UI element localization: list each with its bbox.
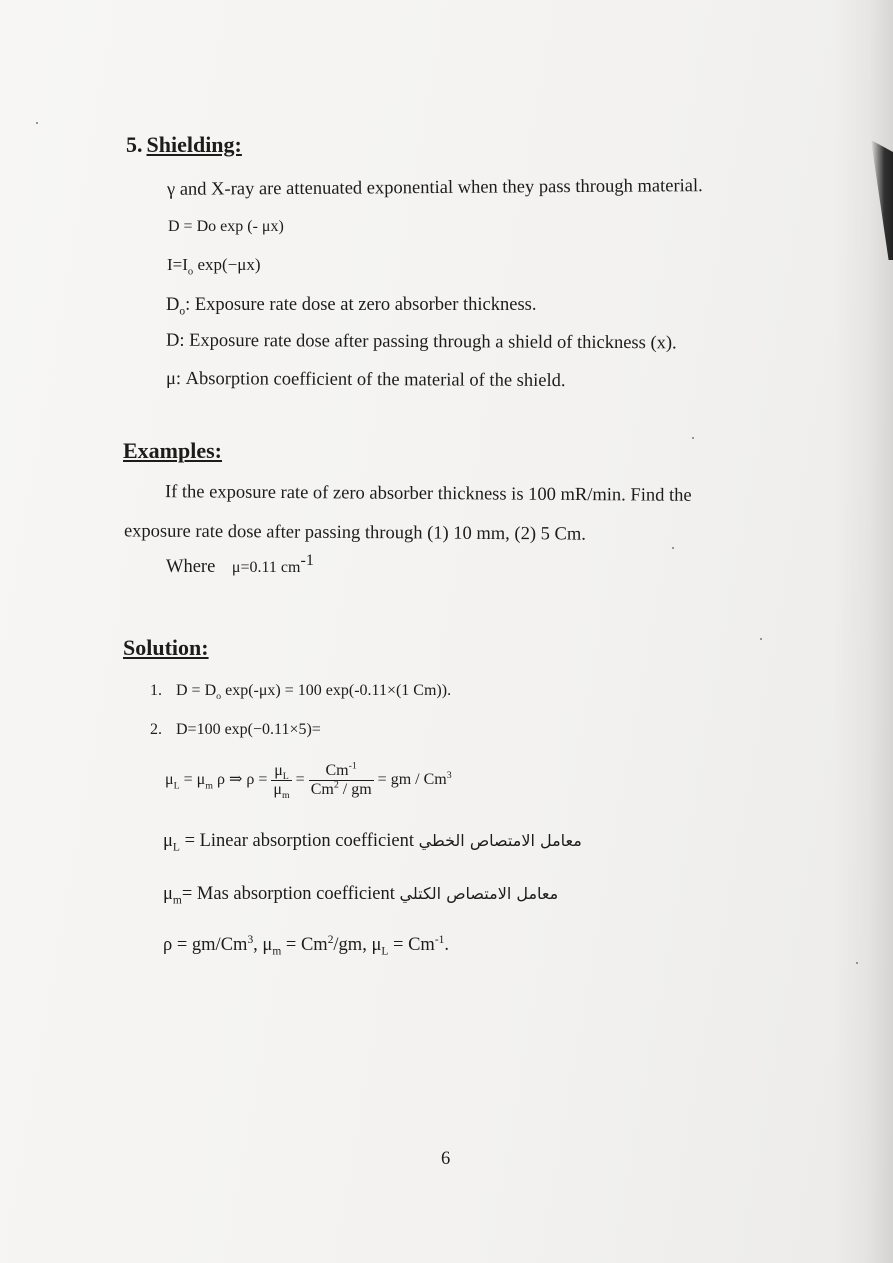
step-1-rhs: exp(-μx) = 100 exp(-0.11×(1 Cm)).	[221, 682, 452, 699]
section-heading	[126, 132, 242, 158]
page-number: 6	[441, 1149, 451, 1169]
step-2-number: 2.	[150, 721, 162, 738]
units-cm2-sup: 2	[327, 933, 334, 946]
eq-intensity-sub: o	[187, 266, 194, 278]
mass-coefficient-definition	[163, 884, 558, 905]
solution-step-2	[150, 721, 321, 739]
equation-dose: D = Do exp (- μx)	[168, 218, 284, 235]
fraction-units-denominator	[309, 780, 374, 799]
frac1-num: μ	[274, 762, 283, 779]
section-number: 5.	[126, 132, 143, 157]
step-2-equation: D=100 exp(−0.11×5)=	[176, 721, 321, 738]
rel-mu: μ	[165, 771, 174, 789]
def-do-sub: o	[179, 305, 186, 318]
fraction-mu-numerator	[271, 762, 291, 783]
linear-mu-sub: L	[172, 841, 180, 854]
units-cm-inv-sup: -1	[434, 933, 445, 946]
scan-speck	[672, 547, 674, 549]
frac2-den-sup: 2	[333, 779, 339, 791]
frac1-num-sub: L	[282, 771, 289, 783]
linear-mu: μ	[163, 831, 173, 851]
units-mu-l-sub: L	[381, 945, 389, 958]
scan-speck	[856, 962, 858, 964]
fraction-units	[309, 762, 374, 799]
equation-intensity	[167, 255, 261, 278]
frac1-den: μ	[273, 781, 282, 798]
frac2-den: Cm	[310, 781, 334, 798]
eq-intensity-rhs: exp(−μx)	[193, 255, 261, 274]
units-rho: ρ = gm/Cm	[163, 935, 248, 955]
solution-step-1	[150, 682, 452, 703]
step-1-sub: o	[216, 691, 222, 703]
definition-d: D: Exposure rate dose after passing through a shield of thickness (x).	[165, 330, 677, 354]
definition-do	[166, 295, 536, 316]
step-1-number: 1.	[150, 682, 162, 699]
units-period: .	[444, 935, 449, 955]
linear-text: = Linear absorption coefficient	[179, 831, 419, 851]
scan-speck	[692, 437, 694, 439]
def-do-text: : Exposure rate dose at zero absorber thickness.	[185, 295, 537, 315]
units-cm2: = Cm	[281, 935, 328, 955]
intro-line: γ and X-ray are attenuated exponential when they pass through material.	[166, 176, 703, 200]
rel-eq-mu: = μ	[179, 771, 206, 789]
rel-equals: =	[291, 771, 309, 789]
units-rho-sup: 3	[247, 933, 254, 946]
mass-mu-sub: m	[172, 894, 182, 907]
mass-text: = Mas absorption coefficient	[181, 884, 400, 904]
frac2-num-sup: -1	[348, 760, 357, 772]
rel-result-sup: 3	[446, 769, 452, 781]
units-cm-inv: = Cm	[388, 935, 435, 955]
units-summary	[163, 935, 449, 956]
def-do-symbol: D	[166, 295, 180, 315]
fraction-mu	[271, 762, 291, 802]
units-mu-l: /gm, μ	[333, 935, 382, 955]
frac2-num: Cm	[325, 762, 349, 779]
solution-title: Solution:	[123, 635, 209, 660]
rel-eq-mu-sub: m	[205, 780, 213, 792]
frac2-den-tail: / gm	[338, 781, 372, 798]
rel-rho: ρ ⇒ ρ =	[212, 771, 272, 789]
example-line-1: If the exposure rate of zero absorber thickness is 100 mR/min. Find the	[164, 482, 692, 506]
scan-speck	[760, 638, 762, 640]
fraction-units-numerator	[309, 762, 374, 780]
examples-title: Examples:	[123, 438, 222, 463]
where-label: Where	[166, 557, 216, 577]
where-sup: -1	[300, 551, 314, 569]
mass-mu: μ	[163, 884, 173, 904]
eq-intensity-lhs: I=I	[167, 255, 188, 274]
scan-speck	[36, 122, 38, 124]
example-where	[166, 551, 314, 578]
linear-coefficient-definition	[163, 831, 582, 852]
linear-arabic: معامل الامتصاص الخطي	[418, 831, 582, 850]
rel-mu-sub: L	[173, 780, 180, 792]
section-title: Shielding:	[146, 132, 242, 157]
example-line-2: exposure rate dose after passing through (1) 10 mm, (2) 5 Cm.	[123, 521, 586, 545]
rel-result: = gm / Cm	[373, 771, 447, 789]
density-relation	[165, 760, 452, 802]
frac1-den-sub: m	[281, 790, 290, 802]
where-equation: μ=0.11 cm	[231, 559, 301, 576]
step-1-lhs: D = D	[176, 682, 217, 699]
mass-arabic: معامل الامتصاص الكتلي	[399, 884, 559, 903]
units-mu-m: , μ	[253, 935, 273, 955]
units-mu-m-sub: m	[272, 945, 282, 958]
fraction-mu-denominator	[271, 780, 291, 802]
definition-mu: μ: Absorption coefficient of the material of the shield.	[165, 368, 566, 392]
